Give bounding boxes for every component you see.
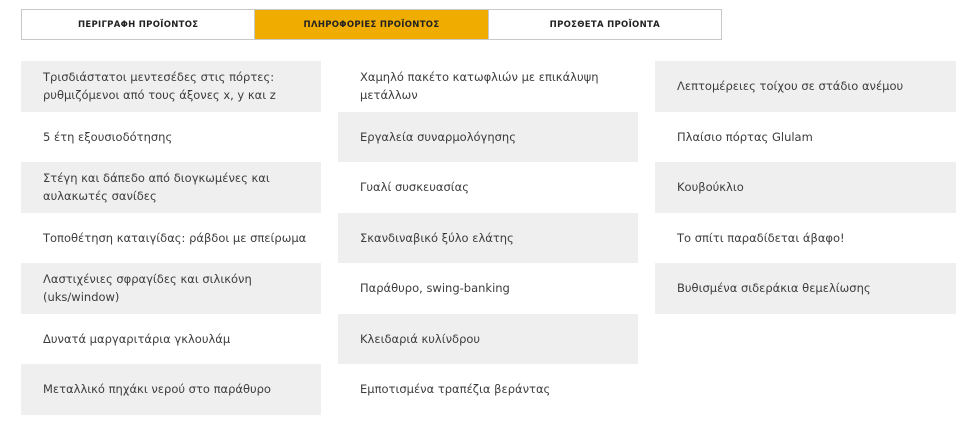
feature-item: Βυθισμένα σιδεράκια θεμελίωσης: [655, 263, 956, 314]
features-column-2: [338, 61, 638, 415]
feature-item: Εργαλεία συναρμολόγησης: [338, 112, 638, 163]
features-column-3: [655, 61, 956, 415]
feature-item: Δυνατά μαργαριτάρια γκλουλάμ: [43, 331, 231, 346]
feature-item: Πλαίσιο πόρτας Glulam: [677, 129, 813, 144]
product-tabs: [21, 9, 722, 40]
tab-additional-products[interactable]: ΠΡΟΣΘΕΤΑ ΠΡΟΪΟΝΤΑ: [488, 10, 721, 39]
feature-item: Τοποθέτηση καταιγίδας: ράβδοι με σπείρωμα: [43, 230, 307, 245]
feature-item: Στέγη και δάπεδο από διογκωμένες και αυλακωτές σανίδες: [21, 162, 321, 213]
feature-item: Λαστιχένιες σφραγίδες και σιλικόνη (uks/window): [21, 263, 321, 314]
features-column-1: [21, 61, 321, 415]
feature-item: Κλειδαριά κυλίνδρου: [338, 314, 638, 365]
feature-item: 5 έτη εξουσιοδότησης: [43, 129, 173, 144]
feature-item: Μεταλλικό πηχάκι νερού στο παράθυρο: [21, 364, 321, 415]
feature-item: Χαμηλό πακέτο κατωφλιών με επικάλυψη μετάλλων: [360, 70, 599, 103]
feature-item: Παράθυρο, swing-banking: [360, 281, 510, 296]
feature-item: Εμποτισμένα τραπέζια βεράντας: [360, 382, 551, 397]
feature-item: Κουβούκλιο: [655, 162, 956, 213]
feature-item: Λεπτομέρειες τοίχου σε στάδιο ανέμου: [655, 61, 956, 112]
feature-item: Σκανδιναβικό ξύλο ελάτης: [338, 213, 638, 264]
tab-product-information[interactable]: ΠΛΗΡΟΦΟΡΙΕΣ ΠΡΟΪΟΝΤΟΣ: [254, 10, 487, 39]
feature-item: Τρισδιάστατοι μεντεσέδες στις πόρτες: ρυθμιζόμενοι από τους άξονες x, y και z: [21, 61, 321, 112]
feature-item: Το σπίτι παραδίδεται άβαφο!: [677, 230, 845, 245]
tab-product-description[interactable]: ΠΕΡΙΓΡΑΦΗ ΠΡΟΪΟΝΤΟΣ: [22, 10, 254, 39]
feature-item: Γυαλί συσκευασίας: [360, 180, 469, 195]
product-features-grid: [21, 61, 956, 415]
